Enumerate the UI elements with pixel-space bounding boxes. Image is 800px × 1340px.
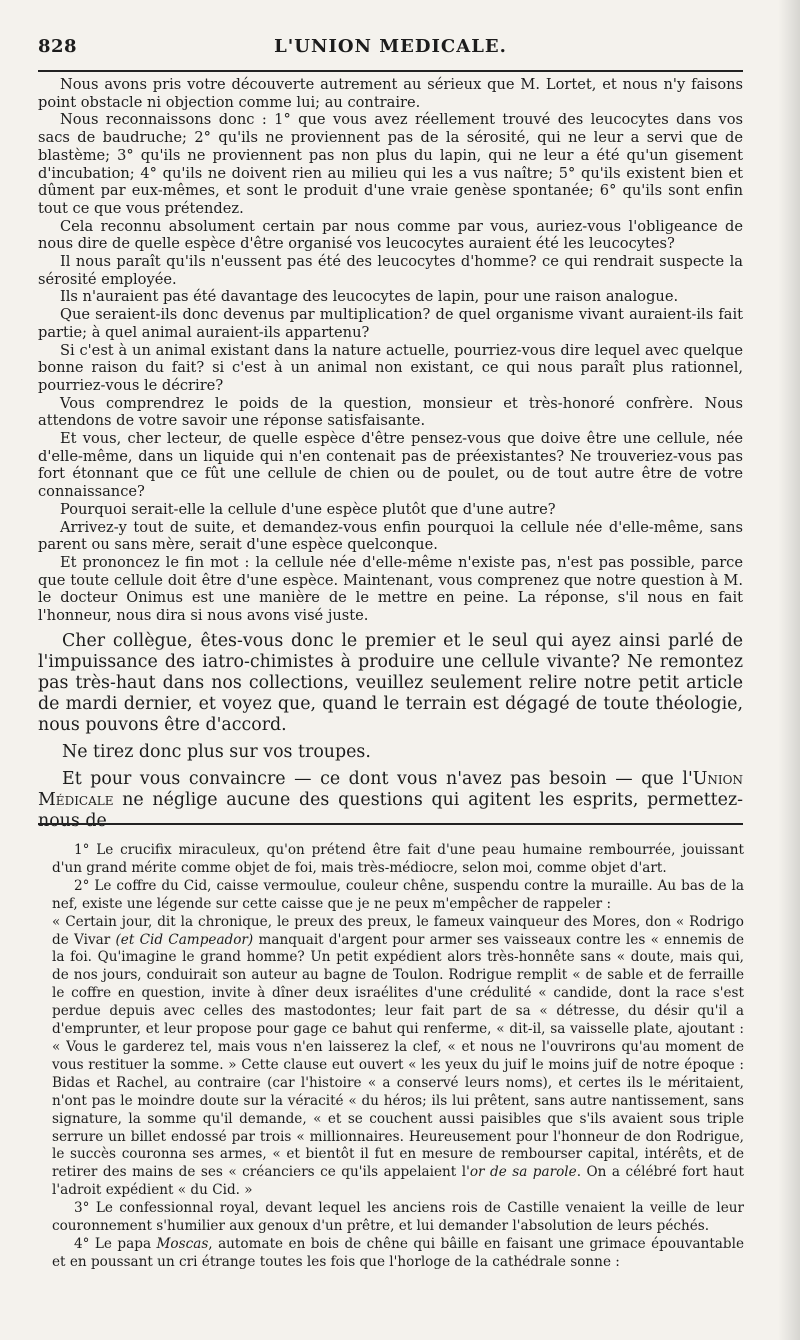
text-run: « Certain jour, dit la chronique, le preux des preux, le fameux vainqueur des Mores, don « Rodrigo de Vivar (52, 913, 744, 948)
page-header (38, 36, 743, 64)
large-paragraph: Cher collègue, êtes-vous donc le premier et le seul qui ayez ainsi parlé de l'impuissance des iatro-chimistes à produire une cellule vivante? Ne remontez pas très-haut dans nos collections, veuillez seulement relire notre petit article de mardi dernier, et voyez que, quand le terrain est dégagé de toute théologie, nous pouvons être d'accord. (38, 630, 743, 735)
feuilleton-section (52, 842, 744, 1272)
body-paragraph: Nous avons pris votre découverte autrement au sérieux que M. Lortet, et nous n'y faisons point obstacle ni objection comme lui; au contraire. (38, 76, 743, 111)
body-paragraph: Que seraient-ils donc devenus par multiplication? de quel organisme vivant auraient-ils fait partie; à quel animal auraient-ils appartenu? (38, 306, 743, 341)
body-paragraph: Vous comprendrez le poids de la question, monsieur et très-honoré confrère. Nous attendons de votre savoir une réponse satisfaisante. (38, 394, 743, 430)
note-paragraph (52, 1236, 744, 1272)
note-paragraph: 2° Le coffre du Cid, caisse vermoulue, couleur chêne, suspendu contre la muraille. Au bas de la nef, existe une légende sur cette caisse que je ne peux m'empêcher de rappeler : (52, 877, 744, 912)
text-run: Et pour vous convaincre — ce dont vous n'avez pas besoin — que l' (62, 768, 693, 789)
article-body (38, 76, 743, 832)
page-edge-shadow (778, 0, 800, 1340)
body-paragraph: Et prononcez le fin mot : la cellule née d'elle-même n'existe pas, n'est pas possible, parce que toute cellule doit être d'une espèce. Maintenant, vous comprenez que notre question à M. le docteur Onimus est une manière de le mettre en peine. La réponse, s'il nous en fait l'honneur, nous dira si nous avons visé juste. (38, 553, 743, 625)
text-run: , automate en bois de chêne qui bâille en faisant une grimace épouvantable et en poussant un cri étrange toutes les fois que l'horloge de la cathédrale sonne : (52, 1235, 745, 1270)
italic-run: Moscas (156, 1235, 209, 1252)
body-paragraph: Nous reconnaissons donc : 1° que vous avez réellement trouvé des leucocytes dans vos sacs de baudruche; 2° qu'ils ne proviennent pas de la sérosité, qui ne leur a servi que de blastème; 3° qu'ils ne proviennent pas non plus du lapin, qui ne leur a été qu'un gisement d'incubation; 4° qu'ils ne doivent rien au milieu qui les a vus naître; 5° qu'ils existent bien et dûment par eux-mêmes, et sont le produit d'une vraie genèse spontanée; 6° qu'ils sont enfin tout ce que vous prétendez. (38, 111, 743, 217)
text-run: 4° Le papa (74, 1235, 157, 1252)
legend-quote (52, 914, 744, 1201)
note-paragraph: 3° Le confessionnal royal, devant lequel les anciens rois de Castille venaient la veille de leur couronnement s'humilier aux genoux d'un prêtre, et lui demander l'absolution de leurs péchés. (52, 1200, 744, 1235)
italic-run: or de sa parole (469, 1164, 577, 1181)
italic-run: (et Cid Campeador) (115, 931, 254, 948)
large-paragraph: Ne tirez donc plus sur vos troupes. (62, 741, 371, 762)
page-number: 828 (38, 36, 78, 57)
body-paragraph: Pourquoi serait-elle la cellule d'une espèce plutôt que d'une autre? (60, 500, 556, 518)
text-run: . On a célébré fort haut l'adroit expédient « du Cid. » (52, 1164, 745, 1199)
body-paragraph: Ils n'auraient pas été davantage des leucocytes de lapin, pour une raison analogue. (60, 288, 679, 306)
text-run: manquait d'argent pour armer ses vaisseaux contre les « ennemis de la foi. Qu'imagine le grand homme? Un petit expédient alors très-honnête sans « doute, mais qui, de nos jours, conduirait son auteur au bagne de Toulon. Rodrigue remplit « de sable et de ferraille le coffre en question, invite à dîner deux israélites d'une crédulité « candide, dont la race s'est perdue depuis avec celles des mastodontes; leur fait part de sa « détresse, du désir qu'il a d'emprunter, et leur propose pour gage ce bahut qui renferme, « dit-il, sa vaisselle plate, ajoutant : « Vous le garderez tel, mais vous n'en laisserez la clef, « et nous ne l'ouvrirons qu'au moment de vous restituer la somme. » Cette clause eut ouvert « les yeux du juif le moins juif de notre époque : Bidas et Rachel, au contraire (car l'histoire « a conservé leurs noms), et certes ils le méritaient, n'ont pas le moindre doute sur la véracité « du héros; ils lui prêtent, sans autre nantissement, sans signature, la somme qu'il demande, « et se couchent aussi paisibles que s'ils avaient sous triple serrure un billet endossé par trois « millionnaires. Heureusement pour l'honneur de don Rodrigue, le succès couronna ses armes, « et bientôt il fut en mesure de rembourser capital, intérêts, et de retirer des mains de ses « créanciers ce qu'ils appelaient l' (52, 931, 744, 1181)
text-run: ne néglige aucune des questions qui agitent les esprits, permettez-nous de (38, 789, 743, 831)
journal-name-smallcaps: Union Médicale (38, 768, 743, 810)
body-paragraph: Cela reconnu absolument certain par nous comme par vous, auriez-vous l'obligeance de nous dire de quelle espèce d'être organisé vos leucocytes auraient été les leucocytes? (38, 217, 743, 253)
body-paragraph: Si c'est à un animal existant dans la nature actuelle, pourriez-vous dire lequel avec quelque bonne raison du fait? si c'est à un animal non existant, ce qui nous paraît plus rationnel, pourriez-vous le décrire? (38, 341, 743, 394)
body-paragraph: Il nous paraît qu'ils n'eussent pas été des leucocytes d'homme? ce qui rendrait suspecte la sérosité employée. (38, 253, 743, 288)
body-paragraph: Arrivez-y tout de suite, et demandez-vous enfin pourquoi la cellule née d'elle-même, sans parent ou sans mère, serait d'une espèce quelconque. (38, 518, 743, 554)
body-paragraph: Et vous, cher lecteur, de quelle espèce d'être pensez-vous que doive être une cellule, née d'elle-même, dans un liquide qui n'en contenait pas de préexistantes? Ne trouveriez-vous pas fort étonnant que ce fût une cellule de chien ou de poulet, ou de tout autre être de votre connaissance? (38, 430, 743, 501)
journal-title: L'UNION MEDICALE. (274, 36, 507, 57)
note-paragraph: 1° Le crucifix miraculeux, qu'on prétend être fait d'une peau humaine rembourrée, jouissant d'un grand mérite comme objet de foi, mais très-médiocre, selon moi, comme objet d'art. (52, 842, 744, 876)
footnote-rule (38, 823, 743, 825)
header-rule (38, 70, 743, 72)
